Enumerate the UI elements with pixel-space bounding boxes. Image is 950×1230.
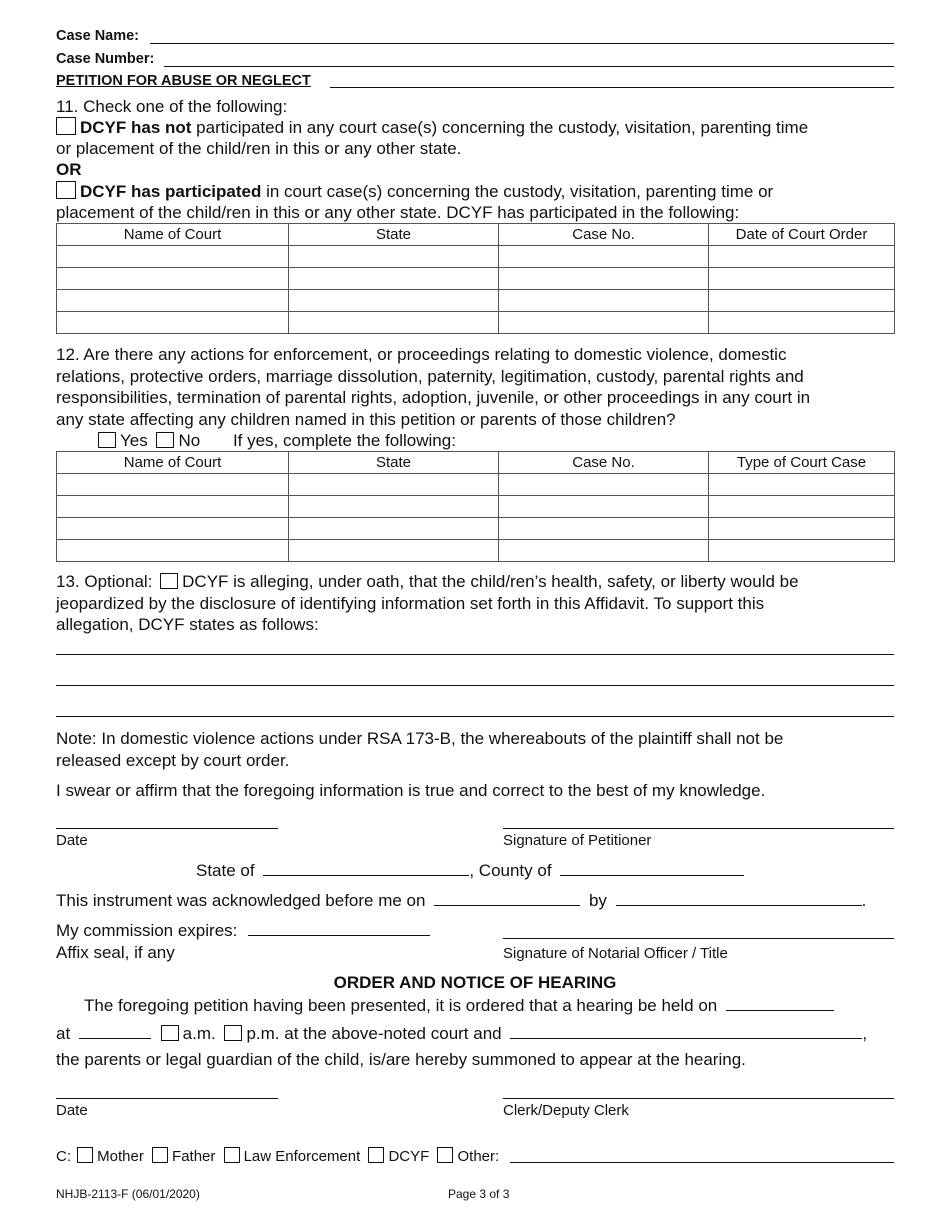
note-line1: Note: In domestic violence actions under RSA 173-B, the whereabouts of the plaintiff shall not be: [56, 729, 784, 748]
order-line3: the parents or legal guardian of the child, is/are hereby summoned to appear at the hearing.: [56, 1050, 746, 1069]
q13-line2: jeopardized by the disclosure of identifying information set forth in this Affidavit. To support this: [56, 594, 765, 613]
q12-no-checkbox[interactable]: [156, 432, 174, 448]
affix-seal: Affix seal, if any: [56, 943, 175, 962]
table-cell[interactable]: [57, 312, 289, 334]
table-cell[interactable]: [289, 496, 499, 518]
notary-signature-line[interactable]: [503, 938, 894, 939]
table-cell[interactable]: [289, 474, 499, 496]
order-title: ORDER AND NOTICE OF HEARING: [333, 973, 617, 992]
table-header-row: [57, 452, 895, 474]
col-header: Case No.: [499, 224, 709, 246]
col-header: State: [289, 452, 499, 474]
cc-other-checkbox[interactable]: [437, 1147, 453, 1163]
table-cell[interactable]: [289, 290, 499, 312]
col-header: Type of Court Case: [709, 452, 895, 474]
q12-line4: any state affecting any children named in this petition or parents of those children?: [56, 410, 676, 429]
petition-title: PETITION FOR ABUSE OR NEGLECT: [56, 73, 311, 89]
table-cell[interactable]: [289, 268, 499, 290]
col-header: Name of Court: [57, 224, 289, 246]
page-number: Page 3 of 3: [448, 1187, 510, 1201]
table-row: [57, 496, 895, 518]
state-field[interactable]: [263, 861, 469, 876]
table-row: [57, 268, 895, 290]
petitioner-signature-line[interactable]: [503, 828, 894, 829]
order-line1: The foregoing petition having been presented, it is ordered that a hearing be held on: [84, 995, 834, 1017]
acknowledged-date-field[interactable]: [434, 891, 580, 906]
acknowledged-row: This instrument was acknowledged before me on by .: [56, 891, 867, 910]
dcyf-not-participated-checkbox[interactable]: [56, 117, 76, 135]
table-cell[interactable]: [289, 518, 499, 540]
table-cell[interactable]: [709, 540, 895, 562]
clerk-label: Clerk/Deputy Clerk: [503, 1102, 629, 1119]
table-cell[interactable]: [499, 518, 709, 540]
q12-line2: relations, protective orders, marriage dissolution, paternity, legitimation, custody, parental rights and: [56, 367, 804, 386]
q11-option-not-participated: DCYF has not participated in any court case(s) concerning the custody, visitation, parenting time: [56, 117, 808, 139]
table-cell[interactable]: [709, 474, 895, 496]
case-name-label: Case Name:: [56, 28, 140, 44]
table-cell[interactable]: [57, 290, 289, 312]
no-label: No: [178, 431, 201, 450]
table-cell[interactable]: [709, 518, 895, 540]
if-yes-text: If yes, complete the following:: [232, 431, 456, 450]
table-cell[interactable]: [709, 268, 895, 290]
col-header: Case No.: [499, 452, 709, 474]
q13-answer-line[interactable]: [56, 685, 894, 686]
dcyf-court-cases-table: [56, 223, 895, 334]
cc-mother-checkbox[interactable]: [77, 1147, 93, 1163]
table-row: [57, 518, 895, 540]
cc-law-enforcement-checkbox[interactable]: [224, 1147, 240, 1163]
q13-answer-line[interactable]: [56, 654, 894, 655]
col-header: Name of Court: [57, 452, 289, 474]
table-cell[interactable]: [709, 246, 895, 268]
table-cell[interactable]: [289, 540, 499, 562]
q11-option-participated: DCYF has participated in court case(s) concerning the custody, visitation, parenting time or: [56, 181, 773, 203]
table-cell[interactable]: [289, 246, 499, 268]
pm-checkbox[interactable]: [224, 1025, 242, 1041]
commission-expires-field[interactable]: [248, 921, 430, 936]
table-cell[interactable]: [57, 246, 289, 268]
col-header: Date of Court Order: [709, 224, 895, 246]
case-number-label: Case Number:: [56, 51, 155, 67]
table-cell[interactable]: [499, 246, 709, 268]
q12-yes-checkbox[interactable]: [98, 432, 116, 448]
note-line2: released except by court order.: [56, 751, 290, 770]
q13-optional-checkbox[interactable]: [160, 573, 178, 589]
q11-option1-line2: or placement of the child/ren in this or any other state.: [56, 139, 462, 158]
summoned-parties-field[interactable]: [510, 1024, 862, 1039]
dcyf-participated-checkbox[interactable]: [56, 181, 76, 199]
q11-option2-line2: placement of the child/ren in this or any other state. DCYF has participated in the following:: [56, 203, 740, 222]
table-row: [57, 246, 895, 268]
other-proceedings-table: [56, 451, 895, 562]
q11-intro: 11. Check one of the following:: [56, 97, 288, 116]
table-cell[interactable]: [57, 474, 289, 496]
yes-label: Yes: [120, 431, 148, 450]
table-cell[interactable]: [57, 496, 289, 518]
title-rule: [330, 87, 894, 88]
table-cell[interactable]: [709, 496, 895, 518]
q13-answer-line[interactable]: [56, 716, 894, 717]
acknowledged-by-field[interactable]: [616, 891, 862, 906]
q12-yes-no: [98, 430, 456, 452]
table-cell[interactable]: [57, 540, 289, 562]
date-line[interactable]: [56, 828, 278, 829]
table-header-row: [57, 224, 895, 246]
county-field[interactable]: [560, 861, 744, 876]
table-cell[interactable]: [57, 518, 289, 540]
oath-statement: I swear or affirm that the foregoing information is true and correct to the best of my knowledge.: [56, 781, 766, 800]
table-row: [57, 540, 895, 562]
table-row: [57, 474, 895, 496]
table-row: [57, 312, 895, 334]
table-cell[interactable]: [499, 496, 709, 518]
table-cell[interactable]: [709, 290, 895, 312]
q12-line1: 12. Are there any actions for enforcement, or proceedings relating to domestic violence, domestic: [56, 345, 787, 364]
commission-row: My commission expires:: [56, 920, 430, 942]
case-name-field[interactable]: [150, 43, 894, 44]
clerk-signature-line[interactable]: [503, 1098, 894, 1099]
hearing-time-field[interactable]: [79, 1024, 151, 1039]
table-row: [57, 290, 895, 312]
table-cell[interactable]: [57, 268, 289, 290]
q12-line3: responsibilities, termination of parental rights, adoption, juvenile, or other proceedings in any court in: [56, 388, 811, 407]
table-cell[interactable]: [499, 290, 709, 312]
notary-label: Signature of Notarial Officer / Title: [503, 945, 728, 962]
or-label: OR: [56, 160, 82, 179]
cc-dcyf-checkbox[interactable]: [368, 1147, 384, 1163]
cc-other-field[interactable]: [510, 1162, 894, 1163]
order-date-label: Date: [56, 1102, 88, 1119]
table-cell[interactable]: [499, 312, 709, 334]
state-county-row: State of , County of: [196, 860, 744, 882]
cc-father-checkbox[interactable]: [152, 1147, 168, 1163]
table-cell[interactable]: [499, 474, 709, 496]
q13-line1: 13. Optional: DCYF is alleging, under oath, that the child/ren’s health, safety, or liberty would be: [56, 572, 799, 591]
q13-line3: allegation, DCYF states as follows:: [56, 615, 319, 634]
case-number-field[interactable]: [164, 66, 894, 67]
col-header: State: [289, 224, 499, 246]
table-cell[interactable]: [289, 312, 499, 334]
petitioner-label: Signature of Petitioner: [503, 832, 652, 849]
form-id: NHJB-2113-F (06/01/2020): [56, 1187, 200, 1201]
hearing-date-field[interactable]: [726, 996, 834, 1011]
table-cell[interactable]: [709, 312, 895, 334]
table-cell[interactable]: [499, 540, 709, 562]
date-label: Date: [56, 832, 88, 849]
am-checkbox[interactable]: [161, 1025, 179, 1041]
table-cell[interactable]: [499, 268, 709, 290]
order-line2: at a.m. p.m. at the above-noted court and ,: [56, 1024, 868, 1043]
cc-row: C: Mother Father Law Enforcement DCYF Other:: [56, 1148, 500, 1165]
order-date-line[interactable]: [56, 1098, 278, 1099]
